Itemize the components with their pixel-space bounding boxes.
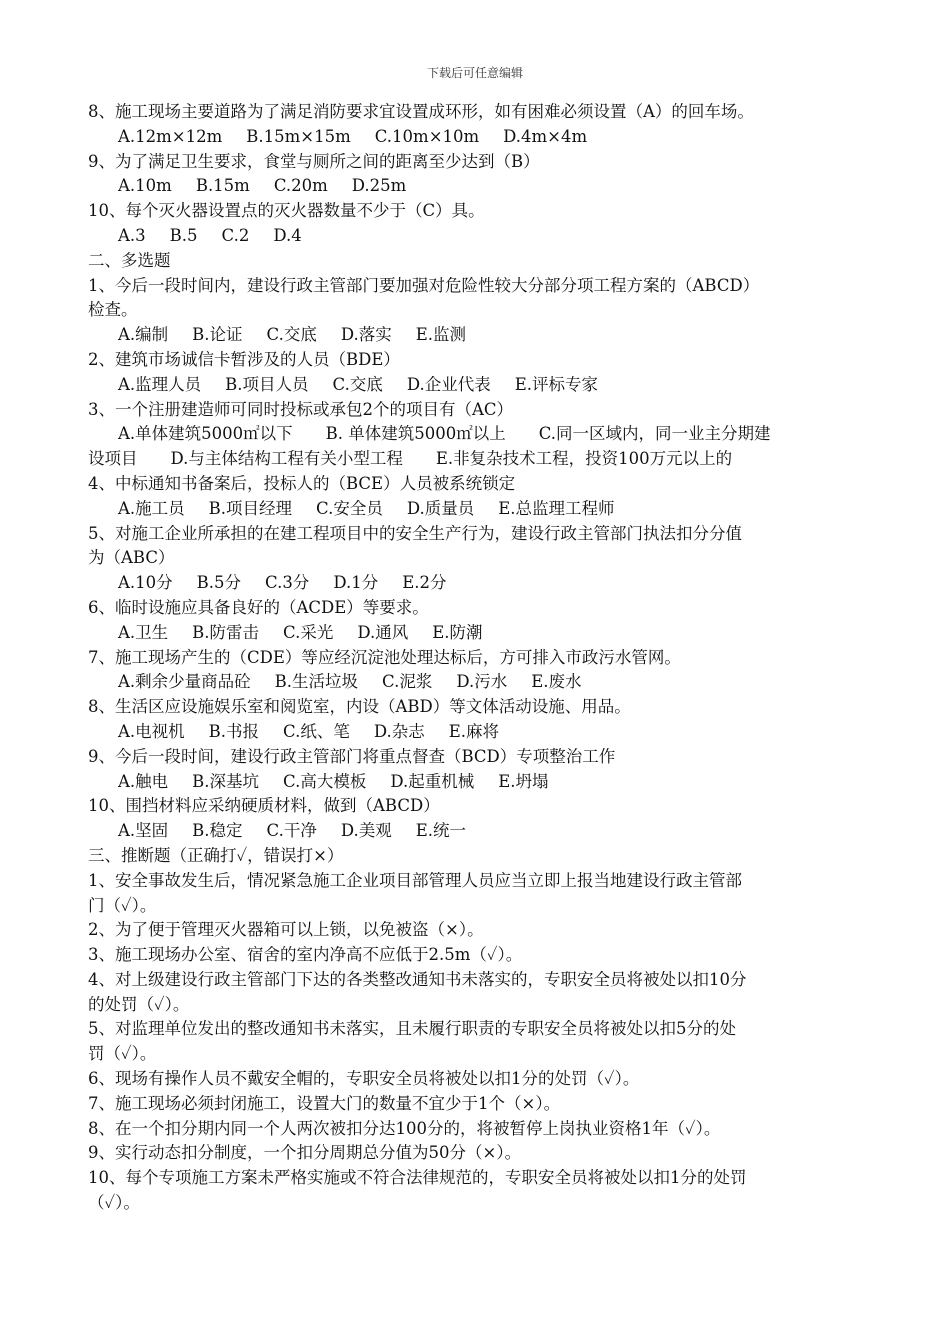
option-row: [88, 670, 868, 695]
statement-text: 1、安全事故发生后，情况紧急施工企业项目部管理人员应当立即上报当地建设行政主管部: [88, 870, 742, 890]
statement-text: 9、实行动态扣分制度，一个扣分周期总分值为50分（×）。: [88, 1143, 522, 1163]
answer-option: A.3: [118, 225, 146, 245]
question-text: 检查。: [88, 300, 138, 320]
answer-option: C.纸、笔: [283, 721, 350, 741]
statement-text: 8、在一个扣分期内同一个人两次被扣分达100分的，将被暂停上岗执业资格1年（✓）。: [88, 1118, 721, 1138]
statement-text: 2、为了便于管理灭火器箱可以上锁，以免被盗（×）。: [88, 920, 484, 940]
answer-option: C.2: [221, 225, 250, 245]
section-title: 二、多选题: [88, 250, 171, 270]
answer-option: B.深基坑: [192, 771, 260, 791]
statement-text: 7、施工现场必须封闭施工，设置大门的数量不宜少于1个（×）。: [88, 1093, 561, 1113]
question-text: 5、对施工企业所承担的在建工程项目中的安全生产行为，建设行政主管部门执法扣分分值: [88, 523, 742, 543]
answer-option: B.生活垃圾: [274, 672, 359, 692]
statement-text: 罚（✓）。: [88, 1044, 157, 1064]
answer-option: D.4: [273, 225, 302, 245]
statement-text: 4、对上级建设行政主管部门下达的各类整改通知书未落实的，专职安全员将被处以扣10分: [88, 969, 747, 989]
answer-option: B.15m: [195, 176, 250, 196]
answer-option: C.20m: [273, 176, 328, 196]
statement-text: 6、现场有操作人员不戴安全帽的，专职安全员将被处以扣1分的处罚（✓）。: [88, 1069, 640, 1089]
option-row: [88, 720, 868, 745]
answer-option: E.统一: [415, 821, 467, 841]
answer-option: E.总监理工程师: [498, 498, 615, 518]
answer-option: C.采光: [283, 622, 334, 642]
answer-option: A.坚固: [118, 821, 169, 841]
statement-text: 5、对监理单位发出的整改通知书未落实，且未履行职责的专职安全员将被处以扣5分的处: [88, 1019, 736, 1039]
question-text: 8、生活区应设施娱乐室和阅览室，内设（ABD）等文体活动设施、用品。: [88, 697, 631, 717]
answer-option: C.安全员: [316, 498, 383, 518]
question-text: 3、一个注册建造师可同时投标或承包2个的项目有（AC）: [88, 399, 514, 419]
option-row: [88, 571, 868, 596]
option-row: A.单体建筑5000㎡以下 B. 单体建筑5000㎡以上 C.同一区域内，同一业主分期建: [118, 424, 771, 444]
option-row: [88, 224, 868, 249]
answer-option: D.污水: [456, 672, 508, 692]
answer-option: B.稳定: [192, 821, 243, 841]
answer-option: D.杂志: [373, 721, 425, 741]
answer-option: B.项目经理: [208, 498, 293, 518]
answer-option: D.1分: [333, 573, 379, 593]
answer-option: C.交底: [266, 325, 317, 345]
answer-option: D.起重机械: [390, 771, 475, 791]
answer-option: D.企业代表: [406, 374, 491, 394]
answer-option: A.施工员: [118, 498, 185, 518]
statement-text: 10、每个专项施工方案未严格实施或不符合法律规范的，专职安全员将被处以扣1分的处罚: [88, 1168, 747, 1188]
answer-option: B.5分: [196, 573, 242, 593]
answer-option: B.15m×15m: [246, 126, 351, 146]
answer-option: C.高大模板: [283, 771, 367, 791]
answer-option: E.监测: [415, 325, 467, 345]
answer-option: D.4m×4m: [503, 126, 588, 146]
document-body: [88, 100, 868, 1216]
answer-option: E.评标专家: [514, 374, 599, 394]
question-text: 8、施工现场主要道路为了满足消防要求宜设置成环形，如有困难必须设置（A）的回车场。: [88, 102, 754, 121]
answer-option: A.剩余少量商品砼: [118, 672, 251, 692]
answer-option: D.落实: [340, 325, 392, 345]
answer-option: C.泥浆: [382, 672, 433, 692]
option-row: [88, 373, 868, 398]
question-text: 7、施工现场产生的（CDE）等应经沉淀池处理达标后，方可排入市政污水管网。: [88, 647, 681, 667]
question-text: 4、中标通知书备案后，投标人的（BCE）人员被系统锁定: [88, 473, 516, 493]
answer-option: B.项目人员: [225, 374, 309, 394]
answer-option: C.交底: [332, 374, 383, 394]
answer-option: E.废水: [531, 672, 582, 692]
answer-option: E.防潮: [432, 622, 483, 642]
answer-option: A.触电: [118, 771, 169, 791]
option-row: [88, 770, 868, 795]
statement-text: 门（✓）。: [88, 895, 157, 915]
answer-option: D.美观: [340, 821, 392, 841]
statement-text: 的处罚（✓）。: [88, 994, 190, 1014]
answer-option: D.通风: [357, 622, 409, 642]
statement-text: 3、施工现场办公室、宿舍的室内净高不应低于2.5m（✓）。: [88, 945, 523, 965]
option-row: 设项目 D.与主体结构工程有关小型工程 E.非复杂技术工程，投资100万元以上的: [88, 449, 733, 469]
option-row: [88, 819, 868, 844]
answer-option: E.麻将: [448, 721, 500, 741]
question-text: 为（ABC）: [88, 548, 175, 568]
answer-option: B.书报: [208, 721, 260, 741]
question-text: 9、为了满足卫生要求，食堂与厕所之间的距离至少达到（B）: [88, 151, 540, 171]
answer-option: D.质量员: [406, 498, 475, 518]
question-text: 9、今后一段时间，建设行政主管部门将重点督查（BCD）专项整治工作: [88, 746, 616, 766]
option-row: [88, 497, 868, 522]
option-row: [88, 174, 868, 199]
answer-option: B.防雷击: [192, 622, 260, 642]
answer-option: A.监理人员: [118, 374, 202, 394]
answer-option: A.电视机: [118, 721, 185, 741]
option-row: [88, 125, 868, 150]
answer-option: A.12m×12m: [118, 126, 223, 146]
answer-option: E.2分: [402, 573, 447, 593]
answer-option: A.编制: [118, 325, 169, 345]
answer-option: A.10m: [118, 176, 172, 196]
question-text: 10、每个灭火器设置点的灭火器数量不少于（C）具。: [88, 201, 485, 221]
option-row: [88, 323, 868, 348]
question-text: 10、围挡材料应采纳硬质材料，做到（ABCD）: [88, 796, 440, 816]
answer-option: C.10m×10m: [374, 126, 480, 146]
answer-option: A.卫生: [118, 622, 169, 642]
answer-option: D.25m: [351, 176, 407, 196]
answer-option: E.坍塌: [498, 771, 549, 791]
section-title: 三、推断题（正确打✓，错误打×）: [88, 845, 344, 865]
question-text: 6、临时设施应具备良好的（ACDE）等要求。: [88, 597, 429, 617]
statement-text: （✓）。: [88, 1193, 140, 1213]
answer-option: B.5: [169, 225, 198, 245]
answer-option: B.论证: [192, 325, 243, 345]
question-text: 2、建筑市场诚信卡暂涉及的人员（BDE）: [88, 349, 400, 369]
answer-option: C.干净: [266, 821, 317, 841]
page-header: 下载后可任意编辑: [426, 66, 523, 80]
option-row: [88, 621, 868, 646]
answer-option: A.10分: [118, 573, 173, 593]
answer-option: C.3分: [265, 573, 310, 593]
question-text: 1、今后一段时间内，建设行政主管部门要加强对危险性较大分部分项工程方案的（ABCD）: [88, 275, 760, 295]
